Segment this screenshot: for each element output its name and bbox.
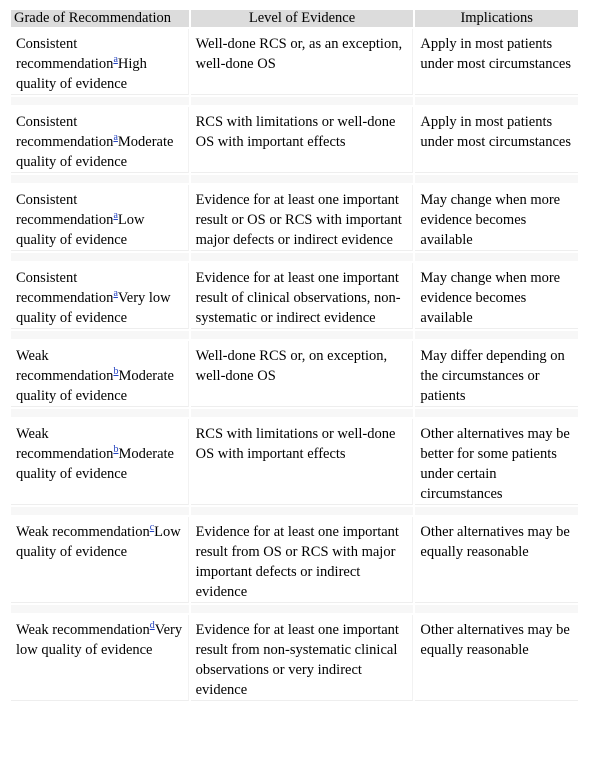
grade-word: recommendation: [16, 290, 114, 306]
row-separator: [11, 97, 578, 105]
separator-cell: [11, 409, 189, 417]
separator-cell: [191, 97, 414, 105]
header-level: Level of Evidence: [191, 10, 414, 27]
table-header-row: [11, 10, 578, 27]
separator-cell: [191, 175, 414, 183]
evidence-cell: Well-done RCS or, on exception, well-done OS: [191, 341, 414, 407]
table-row: [11, 263, 578, 329]
row-separator: [11, 605, 578, 613]
grade-suffix: Very low quality of evidence: [16, 290, 171, 326]
evidence-cell: Evidence for at least one important result from non-systematic clinical observations or very indirect evidence: [191, 615, 414, 701]
separator-cell: [415, 409, 578, 417]
grade-word: recommendation: [52, 622, 150, 638]
table-row: [11, 517, 578, 603]
grade-prefix: Weak: [16, 524, 49, 540]
evidence-cell: Well-done RCS or, as an exception, well-done OS: [191, 29, 414, 95]
grade-prefix: Weak: [16, 348, 49, 364]
grade-suffix: Moderate quality of evidence: [16, 446, 174, 482]
implications-cell: May change when more evidence becomes available: [415, 185, 578, 251]
table-row: [11, 185, 578, 251]
grade-suffix: Low quality of evidence: [16, 212, 145, 248]
separator-cell: [415, 331, 578, 339]
separator-cell: [415, 97, 578, 105]
grade-word: recommendation: [52, 524, 150, 540]
table-body: [11, 29, 578, 701]
grade-prefix: Consistent: [16, 270, 78, 286]
grade-suffix: Moderate quality of evidence: [16, 134, 174, 170]
grade-cell: [11, 341, 189, 407]
implications-cell: May change when more evidence becomes available: [415, 263, 578, 329]
separator-cell: [11, 175, 189, 183]
footnote-link[interactable]: d: [149, 620, 155, 632]
separator-cell: [415, 175, 578, 183]
grade-word: recommendation: [16, 56, 114, 72]
separator-cell: [11, 507, 189, 515]
grade-cell: [11, 185, 189, 251]
implications-cell: Other alternatives may be equally reasonable: [415, 615, 578, 701]
grade-cell: [11, 29, 189, 95]
footnote-link[interactable]: c: [149, 522, 155, 534]
row-separator: [11, 409, 578, 417]
separator-cell: [11, 331, 189, 339]
grade-word: recommendation: [16, 368, 114, 384]
separator-cell: [415, 253, 578, 261]
grade-cell: [11, 517, 189, 603]
grade-word: recommendation: [16, 212, 114, 228]
separator-cell: [11, 253, 189, 261]
grade-cell: [11, 263, 189, 329]
grade-cell: [11, 615, 189, 701]
separator-cell: [191, 409, 414, 417]
separator-cell: [415, 507, 578, 515]
separator-cell: [191, 331, 414, 339]
separator-cell: [191, 507, 414, 515]
separator-cell: [11, 605, 189, 613]
separator-cell: [415, 605, 578, 613]
implications-cell: May differ depending on the circumstances or patients: [415, 341, 578, 407]
table-row: [11, 341, 578, 407]
grade-cell: [11, 107, 189, 173]
footnote-link[interactable]: a: [113, 132, 118, 144]
grade-prefix: Weak: [16, 426, 49, 442]
implications-cell: Other alternatives may be better for some patients under certain circumstances: [415, 419, 578, 505]
evidence-cell: RCS with limitations or well-done OS with important effects: [191, 419, 414, 505]
table-row: [11, 615, 578, 701]
row-separator: [11, 253, 578, 261]
grade-suffix: Moderate quality of evidence: [16, 368, 174, 404]
row-separator: [11, 175, 578, 183]
separator-cell: [191, 605, 414, 613]
grade-cell: [11, 419, 189, 505]
footnote-link[interactable]: b: [113, 444, 119, 456]
row-separator: [11, 331, 578, 339]
grade-word: recommendation: [16, 134, 114, 150]
grade-suffix: Very low quality of evidence: [16, 622, 183, 658]
grade-word: recommendation: [16, 446, 114, 462]
grade-suffix: Low quality of evidence: [16, 524, 181, 560]
footnote-link[interactable]: a: [113, 288, 118, 300]
table-row: [11, 419, 578, 505]
footnote-link[interactable]: a: [113, 210, 118, 222]
header-grade: Grade of Recommendation: [11, 10, 189, 27]
evidence-cell: Evidence for at least one important result or OS or RCS with important major defects or indirect evidence: [191, 185, 414, 251]
implications-cell: Apply in most patients under most circumstances: [415, 29, 578, 95]
implications-cell: Apply in most patients under most circumstances: [415, 107, 578, 173]
footnote-link[interactable]: b: [113, 366, 119, 378]
row-separator: [11, 507, 578, 515]
grade-prefix: Weak: [16, 622, 49, 638]
grade-prefix: Consistent: [16, 192, 78, 208]
grade-prefix: Consistent: [16, 114, 78, 130]
grade-prefix: Consistent: [16, 36, 78, 52]
evidence-cell: Evidence for at least one important result from OS or RCS with major important defects or indirect evidence: [191, 517, 414, 603]
table-row: [11, 107, 578, 173]
table-row: [11, 29, 578, 95]
implications-cell: Other alternatives may be equally reasonable: [415, 517, 578, 603]
header-implications: Implications: [415, 10, 578, 27]
separator-cell: [11, 97, 189, 105]
separator-cell: [191, 253, 414, 261]
evidence-cell: RCS with limitations or well-done OS with important effects: [191, 107, 414, 173]
evidence-cell: Evidence for at least one important result of clinical observations, non-systematic or indirect evidence: [191, 263, 414, 329]
footnote-link[interactable]: a: [113, 54, 118, 66]
grade-suffix: High quality of evidence: [16, 56, 147, 92]
recommendation-table: [9, 8, 580, 703]
